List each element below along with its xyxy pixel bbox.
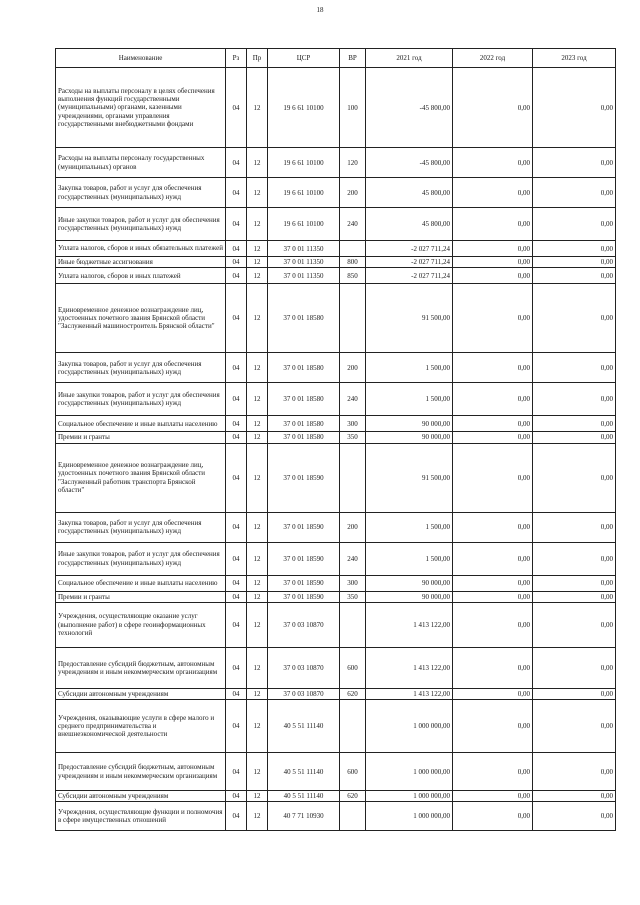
cell-vr: 240 xyxy=(340,208,366,241)
table-row xyxy=(56,241,616,257)
cell-vr xyxy=(340,443,366,512)
cell-2021: 90 000,00 xyxy=(366,575,453,591)
cell-2023: 0,00 xyxy=(533,208,616,241)
cell-pr: 12 xyxy=(247,284,268,353)
cell-pr: 12 xyxy=(247,148,268,178)
cell-rz: 04 xyxy=(226,512,247,542)
cell-2022: 0,00 xyxy=(453,68,533,148)
cell-pr: 12 xyxy=(247,647,268,688)
cell-2022: 0,00 xyxy=(453,383,533,416)
table-row xyxy=(56,284,616,353)
cell-name: Закупка товаров, работ и услуг для обеспечения государственных (муниципальных) нужд xyxy=(56,353,226,383)
cell-2023: 0,00 xyxy=(533,257,616,268)
header-name: Наименование xyxy=(56,49,226,68)
cell-pr: 12 xyxy=(247,602,268,647)
cell-csr: 37 0 03 10870 xyxy=(268,602,340,647)
cell-vr: 300 xyxy=(340,575,366,591)
cell-2021: 1 500,00 xyxy=(366,542,453,575)
cell-name: Предоставление субсидий бюджетным, автономным учреждениям и иным некоммерческим организациям xyxy=(56,647,226,688)
cell-vr: 200 xyxy=(340,178,366,208)
cell-2022: 0,00 xyxy=(453,353,533,383)
cell-vr: 200 xyxy=(340,512,366,542)
cell-csr: 40 5 51 11140 xyxy=(268,700,340,753)
table-row xyxy=(56,257,616,268)
cell-2021: 1 000 000,00 xyxy=(366,700,453,753)
cell-2023: 0,00 xyxy=(533,416,616,432)
table-row xyxy=(56,148,616,178)
cell-pr: 12 xyxy=(247,753,268,791)
cell-rz: 04 xyxy=(226,542,247,575)
page-number: 18 xyxy=(316,6,324,14)
cell-rz: 04 xyxy=(226,208,247,241)
cell-rz: 04 xyxy=(226,353,247,383)
cell-name: Премии и гранты xyxy=(56,591,226,602)
cell-2023: 0,00 xyxy=(533,241,616,257)
cell-pr: 12 xyxy=(247,700,268,753)
cell-pr: 12 xyxy=(247,68,268,148)
cell-csr: 37 0 01 18590 xyxy=(268,575,340,591)
table-row xyxy=(56,753,616,791)
cell-2021: 90 000,00 xyxy=(366,591,453,602)
cell-2023: 0,00 xyxy=(533,647,616,688)
cell-pr: 12 xyxy=(247,353,268,383)
budget-table xyxy=(55,48,616,831)
table-row xyxy=(56,443,616,512)
cell-2021: 90 000,00 xyxy=(366,432,453,443)
cell-name: Уплата налогов, сборов и иных обязательных платежей xyxy=(56,241,226,257)
cell-name: Премии и гранты xyxy=(56,432,226,443)
cell-pr: 12 xyxy=(247,791,268,802)
cell-csr: 37 0 01 18580 xyxy=(268,383,340,416)
cell-pr: 12 xyxy=(247,443,268,512)
cell-pr: 12 xyxy=(247,591,268,602)
table-row xyxy=(56,416,616,432)
cell-2023: 0,00 xyxy=(533,443,616,512)
cell-2023: 0,00 xyxy=(533,353,616,383)
cell-rz: 04 xyxy=(226,432,247,443)
table-row xyxy=(56,591,616,602)
cell-vr: 350 xyxy=(340,591,366,602)
cell-pr: 12 xyxy=(247,257,268,268)
cell-2021: -45 800,00 xyxy=(366,68,453,148)
cell-rz: 04 xyxy=(226,284,247,353)
cell-name: Единовременное денежное вознаграждение лиц, удостоенных почетного звания Брянской области "Заслуженный машиностроитель Брянской области" xyxy=(56,284,226,353)
cell-2021: -2 027 711,24 xyxy=(366,257,453,268)
cell-rz: 04 xyxy=(226,602,247,647)
table-row xyxy=(56,602,616,647)
cell-rz: 04 xyxy=(226,416,247,432)
cell-2022: 0,00 xyxy=(453,512,533,542)
cell-2023: 0,00 xyxy=(533,700,616,753)
cell-2021: 1 000 000,00 xyxy=(366,753,453,791)
cell-name: Закупка товаров, работ и услуг для обеспечения государственных (муниципальных) нужд xyxy=(56,178,226,208)
cell-pr: 12 xyxy=(247,432,268,443)
cell-2023: 0,00 xyxy=(533,575,616,591)
cell-2023: 0,00 xyxy=(533,802,616,831)
table-row xyxy=(56,268,616,284)
cell-pr: 12 xyxy=(247,575,268,591)
cell-2021: 45 800,00 xyxy=(366,178,453,208)
cell-pr: 12 xyxy=(247,383,268,416)
cell-2022: 0,00 xyxy=(453,647,533,688)
cell-vr: 200 xyxy=(340,353,366,383)
cell-2021: 91 500,00 xyxy=(366,443,453,512)
cell-vr: 350 xyxy=(340,432,366,443)
cell-pr: 12 xyxy=(247,512,268,542)
cell-csr: 37 0 01 18590 xyxy=(268,542,340,575)
cell-2022: 0,00 xyxy=(453,257,533,268)
cell-pr: 12 xyxy=(247,416,268,432)
cell-2022: 0,00 xyxy=(453,602,533,647)
cell-name: Социальное обеспечение и иные выплаты населению xyxy=(56,575,226,591)
cell-csr: 37 0 01 18580 xyxy=(268,432,340,443)
cell-2023: 0,00 xyxy=(533,542,616,575)
header-rz: Рз xyxy=(226,49,247,68)
cell-vr: 240 xyxy=(340,542,366,575)
cell-2023: 0,00 xyxy=(533,284,616,353)
cell-2022: 0,00 xyxy=(453,178,533,208)
cell-name: Иные бюджетные ассигнования xyxy=(56,257,226,268)
table-row xyxy=(56,700,616,753)
header-2023: 2023 год xyxy=(533,49,616,68)
cell-vr: 600 xyxy=(340,647,366,688)
cell-2021: 1 500,00 xyxy=(366,353,453,383)
cell-2022: 0,00 xyxy=(453,542,533,575)
cell-2022: 0,00 xyxy=(453,802,533,831)
cell-vr: 850 xyxy=(340,268,366,284)
table-body xyxy=(56,68,616,831)
cell-2022: 0,00 xyxy=(453,208,533,241)
cell-vr: 800 xyxy=(340,257,366,268)
cell-2021: 1 413 122,00 xyxy=(366,688,453,699)
cell-rz: 04 xyxy=(226,647,247,688)
cell-2022: 0,00 xyxy=(453,591,533,602)
cell-name: Учреждения, осуществляющие функции и полномочия в сфере имущественных отношений xyxy=(56,802,226,831)
cell-2021: -2 027 711,24 xyxy=(366,268,453,284)
table-header-row xyxy=(56,49,616,68)
table-row xyxy=(56,512,616,542)
cell-rz: 04 xyxy=(226,791,247,802)
cell-rz: 04 xyxy=(226,700,247,753)
cell-name: Социальное обеспечение и иные выплаты населению xyxy=(56,416,226,432)
cell-pr: 12 xyxy=(247,688,268,699)
cell-pr: 12 xyxy=(247,178,268,208)
header-vr: ВР xyxy=(340,49,366,68)
cell-rz: 04 xyxy=(226,268,247,284)
cell-2023: 0,00 xyxy=(533,432,616,443)
cell-vr xyxy=(340,241,366,257)
table-row xyxy=(56,432,616,443)
cell-2021: 1 000 000,00 xyxy=(366,791,453,802)
cell-csr: 40 5 51 11140 xyxy=(268,753,340,791)
table-row xyxy=(56,542,616,575)
cell-rz: 04 xyxy=(226,241,247,257)
cell-2022: 0,00 xyxy=(453,268,533,284)
cell-2023: 0,00 xyxy=(533,791,616,802)
cell-name: Расходы на выплаты персоналу в целях обеспечения выполнения функций государственными (муниципальными) органами, казенными учреждениями, органами управления государственными внебюджетными фондами xyxy=(56,68,226,148)
cell-2022: 0,00 xyxy=(453,148,533,178)
table-row xyxy=(56,178,616,208)
cell-rz: 04 xyxy=(226,383,247,416)
cell-csr: 19 6 61 10100 xyxy=(268,148,340,178)
cell-name: Иные закупки товаров, работ и услуг для обеспечения государственных (муниципальных) нужд xyxy=(56,542,226,575)
cell-2022: 0,00 xyxy=(453,688,533,699)
header-2022: 2022 год xyxy=(453,49,533,68)
cell-pr: 12 xyxy=(247,802,268,831)
cell-vr: 300 xyxy=(340,416,366,432)
cell-csr: 37 0 03 10870 xyxy=(268,647,340,688)
cell-2022: 0,00 xyxy=(453,432,533,443)
cell-name: Субсидии автономным учреждениям xyxy=(56,791,226,802)
cell-csr: 37 0 01 18580 xyxy=(268,284,340,353)
cell-name: Иные закупки товаров, работ и услуг для обеспечения государственных (муниципальных) нужд xyxy=(56,208,226,241)
cell-name: Единовременное денежное вознаграждение лиц, удостоенных почетного звания Брянской области "Заслуженный работник транспорта Брянской области" xyxy=(56,443,226,512)
table-row xyxy=(56,802,616,831)
cell-csr: 37 0 01 18590 xyxy=(268,591,340,602)
cell-rz: 04 xyxy=(226,688,247,699)
cell-2023: 0,00 xyxy=(533,148,616,178)
cell-rz: 04 xyxy=(226,443,247,512)
cell-2023: 0,00 xyxy=(533,68,616,148)
cell-pr: 12 xyxy=(247,208,268,241)
cell-csr: 37 0 01 18590 xyxy=(268,512,340,542)
cell-vr: 120 xyxy=(340,148,366,178)
cell-csr: 40 5 51 11140 xyxy=(268,791,340,802)
cell-2023: 0,00 xyxy=(533,753,616,791)
cell-name: Учреждения, осуществляющие оказание услуг (выполнение работ) в сфере геоинформационных технологий xyxy=(56,602,226,647)
cell-2023: 0,00 xyxy=(533,178,616,208)
cell-csr: 37 0 01 11350 xyxy=(268,257,340,268)
cell-csr: 37 0 01 18580 xyxy=(268,353,340,383)
cell-csr: 19 6 61 10100 xyxy=(268,68,340,148)
table-row xyxy=(56,68,616,148)
cell-rz: 04 xyxy=(226,753,247,791)
table-row xyxy=(56,575,616,591)
cell-2022: 0,00 xyxy=(453,753,533,791)
cell-csr: 37 0 03 10870 xyxy=(268,688,340,699)
cell-2021: 45 800,00 xyxy=(366,208,453,241)
cell-rz: 04 xyxy=(226,68,247,148)
cell-csr: 37 0 01 18580 xyxy=(268,416,340,432)
cell-2022: 0,00 xyxy=(453,241,533,257)
cell-csr: 37 0 01 18590 xyxy=(268,443,340,512)
cell-2021: 1 500,00 xyxy=(366,512,453,542)
table-row xyxy=(56,688,616,699)
cell-rz: 04 xyxy=(226,148,247,178)
table-row xyxy=(56,208,616,241)
cell-2023: 0,00 xyxy=(533,688,616,699)
header-pr: Пр xyxy=(247,49,268,68)
cell-vr xyxy=(340,700,366,753)
cell-2023: 0,00 xyxy=(533,383,616,416)
cell-vr xyxy=(340,284,366,353)
cell-2022: 0,00 xyxy=(453,791,533,802)
cell-csr: 40 7 71 10930 xyxy=(268,802,340,831)
cell-2021: -2 027 711,24 xyxy=(366,241,453,257)
cell-2021: 1 413 122,00 xyxy=(366,647,453,688)
cell-2021: 1 500,00 xyxy=(366,383,453,416)
cell-2021: 1 000 000,00 xyxy=(366,802,453,831)
header-csr: ЦСР xyxy=(268,49,340,68)
cell-name: Уплата налогов, сборов и иных платежей xyxy=(56,268,226,284)
cell-2022: 0,00 xyxy=(453,284,533,353)
cell-pr: 12 xyxy=(247,241,268,257)
cell-csr: 37 0 01 11350 xyxy=(268,268,340,284)
cell-2022: 0,00 xyxy=(453,700,533,753)
cell-2021: 91 500,00 xyxy=(366,284,453,353)
cell-2023: 0,00 xyxy=(533,268,616,284)
cell-2023: 0,00 xyxy=(533,512,616,542)
cell-2023: 0,00 xyxy=(533,602,616,647)
cell-2021: -45 800,00 xyxy=(366,148,453,178)
cell-rz: 04 xyxy=(226,178,247,208)
cell-rz: 04 xyxy=(226,802,247,831)
cell-name: Учреждения, оказывающие услуги в сфере малого и среднего предпринимательства и внешнеэкономической деятельности xyxy=(56,700,226,753)
cell-2023: 0,00 xyxy=(533,591,616,602)
cell-2021: 90 000,00 xyxy=(366,416,453,432)
cell-name: Предоставление субсидий бюджетным, автономным учреждениям и иным некоммерческим организациям xyxy=(56,753,226,791)
cell-csr: 19 6 61 10100 xyxy=(268,208,340,241)
cell-pr: 12 xyxy=(247,542,268,575)
cell-pr: 12 xyxy=(247,268,268,284)
cell-name: Иные закупки товаров, работ и услуг для обеспечения государственных (муниципальных) нужд xyxy=(56,383,226,416)
cell-name: Субсидии автономным учреждениям xyxy=(56,688,226,699)
cell-vr xyxy=(340,802,366,831)
table-row xyxy=(56,353,616,383)
cell-vr: 620 xyxy=(340,688,366,699)
table-row xyxy=(56,647,616,688)
cell-2022: 0,00 xyxy=(453,443,533,512)
cell-2021: 1 413 122,00 xyxy=(366,602,453,647)
cell-csr: 19 6 61 10100 xyxy=(268,178,340,208)
cell-name: Закупка товаров, работ и услуг для обеспечения государственных (муниципальных) нужд xyxy=(56,512,226,542)
cell-vr: 240 xyxy=(340,383,366,416)
cell-vr: 600 xyxy=(340,753,366,791)
cell-vr xyxy=(340,602,366,647)
cell-vr: 100 xyxy=(340,68,366,148)
cell-vr: 620 xyxy=(340,791,366,802)
cell-rz: 04 xyxy=(226,575,247,591)
cell-rz: 04 xyxy=(226,591,247,602)
cell-csr: 37 0 01 11350 xyxy=(268,241,340,257)
cell-2022: 0,00 xyxy=(453,575,533,591)
cell-name: Расходы на выплаты персоналу государственных (муниципальных) органов xyxy=(56,148,226,178)
header-2021: 2021 год xyxy=(366,49,453,68)
cell-rz: 04 xyxy=(226,257,247,268)
cell-2022: 0,00 xyxy=(453,416,533,432)
table-row xyxy=(56,791,616,802)
table-row xyxy=(56,383,616,416)
